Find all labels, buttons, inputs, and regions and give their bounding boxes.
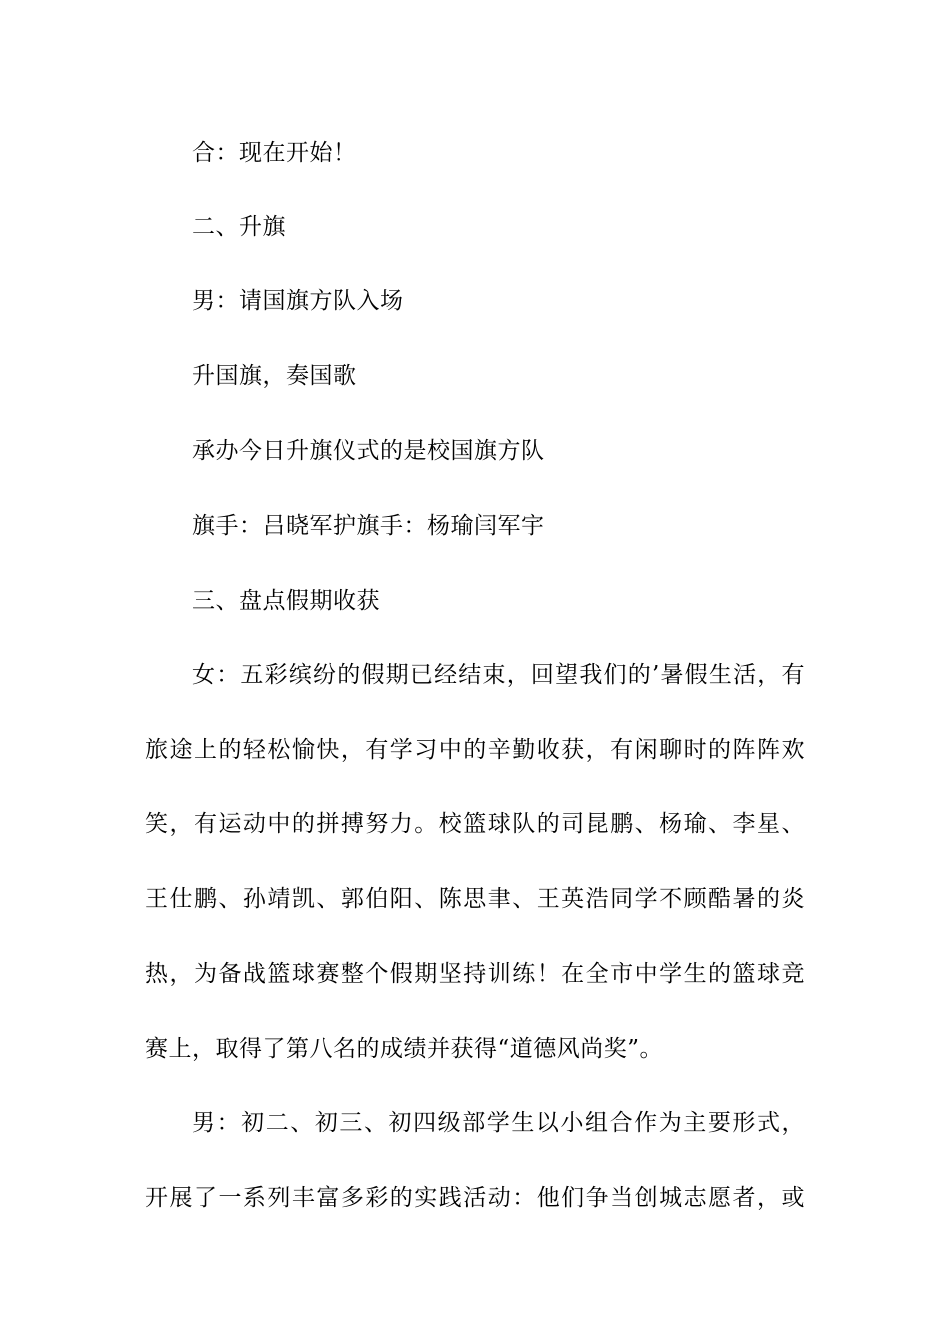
section-heading-flag-raising: 二、升旗 (192, 214, 286, 240)
paragraph-female-line-3: 笑，有运动中的拼搏努力。校篮球队的司昆鹏、杨瑜、李星、 (145, 811, 805, 837)
section-heading-harvest: 三、盘点假期收获 (192, 588, 380, 614)
paragraph-male-line-2: 开展了一系列丰富多彩的实践活动：他们争当创城志愿者，或 (145, 1185, 805, 1211)
line-anthem: 升国旗，奏国歌 (192, 363, 357, 389)
paragraph-female-line-1: 女：五彩缤纷的假期已经结束，回望我们的’暑假生活，有 (192, 662, 805, 688)
line-male-invite: 男：请国旗方队入场 (192, 288, 404, 314)
line-opening: 合：现在开始！ (192, 140, 357, 166)
line-host-team: 承办今日升旗仪式的是校国旗方队 (192, 438, 545, 464)
paragraph-female-line-6: 赛上，取得了第八名的成绩并获得“道德风尚奖”。 (145, 1036, 664, 1062)
paragraph-female-line-5: 热，为备战篮球赛整个假期坚持训练！在全市中学生的篮球竞 (145, 961, 805, 987)
paragraph-female-line-4: 王仕鹏、孙靖凯、郭伯阳、陈思聿、王英浩同学不顾酷暑的炎 (145, 886, 805, 912)
paragraph-male-line-1: 男：初二、初三、初四级部学生以小组合作为主要形式， (192, 1110, 805, 1136)
line-flag-bearers: 旗手：吕晓军护旗手：杨瑜闫军宇 (192, 513, 545, 539)
paragraph-female-line-2: 旅途上的轻松愉快，有学习中的辛勤收获，有闲聊时的阵阵欢 (145, 737, 805, 763)
